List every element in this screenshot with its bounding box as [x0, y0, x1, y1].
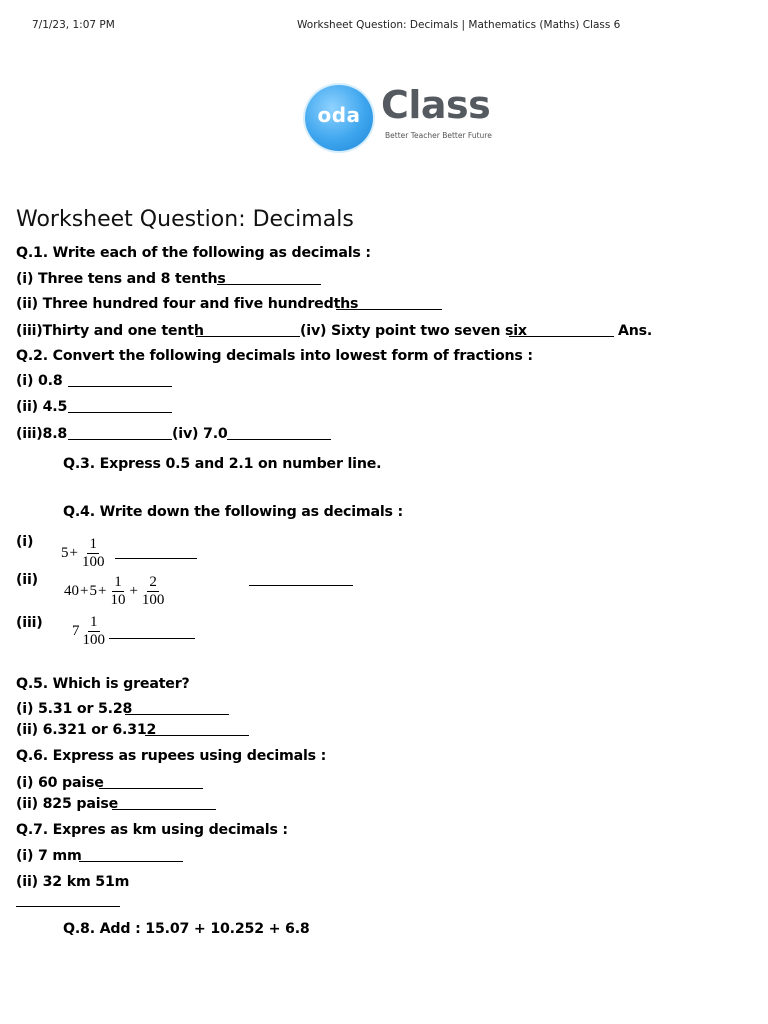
- q4-i-numerator: 1: [89, 536, 97, 552]
- print-timestamp: 7/1/23, 1:07 PM: [32, 19, 115, 31]
- logo-circle-text: oda: [317, 103, 361, 127]
- q4-iii-numerator: 1: [90, 614, 98, 630]
- q4-ii-plus3: +: [129, 583, 138, 599]
- q7-i-text: (i) 7 mm: [16, 848, 82, 864]
- q5-i-answer-line: [125, 714, 229, 715]
- q4-ii-numerator-2: 2: [149, 574, 157, 590]
- print-page-title: Worksheet Question: Decimals | Mathematics (Maths) Class 6: [297, 19, 621, 31]
- q2-ii-text: (ii) 4.5: [16, 399, 68, 415]
- logo-tagline: Better Teacher Better Future: [385, 131, 492, 140]
- q4-iii-whole: 7: [72, 623, 80, 639]
- q4-i-answer-line: [115, 558, 197, 559]
- q4-ii-numerator-1: 1: [114, 574, 122, 590]
- q1-iv-text: (iv) Sixty point two seven six: [300, 323, 527, 339]
- q2-i-answer-line: [68, 386, 172, 387]
- q4-i-plus: +: [69, 545, 78, 561]
- q4-i-label: (i): [16, 534, 34, 550]
- q4-ii-b: 5: [89, 583, 97, 599]
- worksheet-title: Worksheet Question: Decimals: [16, 207, 354, 232]
- q4-iii-fraction: [81, 614, 108, 649]
- q2-iv-answer-line: [227, 439, 331, 440]
- q4-i-whole: 5: [61, 545, 69, 561]
- q2-iii-text: (iii)8.8: [16, 426, 68, 442]
- q4-ii-denominator-2: 100: [141, 592, 165, 608]
- q3-heading: Q.3. Express 0.5 and 2.1 on number line.: [63, 456, 382, 472]
- q1-ii-text: (ii) Three hundred four and five hundredths: [16, 296, 359, 312]
- q6-i-answer-line: [99, 788, 203, 789]
- q4-i-expression: [61, 536, 107, 571]
- q8-heading: Q.8. Add : 15.07 + 10.252 + 6.8: [63, 921, 310, 937]
- q4-ii-answer-line: [249, 585, 353, 586]
- q4-iii-answer-line: [109, 638, 195, 639]
- q4-ii-fraction-2: [140, 574, 167, 609]
- q2-iii-answer-line: [68, 439, 172, 440]
- q1-iii-answer-line: [196, 336, 300, 337]
- q5-heading: Q.5. Which is greater?: [16, 676, 190, 692]
- q5-ii-answer-line: [145, 735, 249, 736]
- q4-ii-a: 40: [64, 583, 79, 599]
- q4-ii-denominator-1: 10: [110, 592, 126, 608]
- q4-iii-expression: [72, 614, 108, 649]
- q2-i-text: (i) 0.8: [16, 373, 63, 389]
- q2-heading: Q.2. Convert the following decimals into lowest form of fractions :: [16, 348, 533, 364]
- q2-ii-answer-line: [68, 412, 172, 413]
- q5-ii-text: (ii) 6.321 or 6.312: [16, 722, 157, 738]
- q7-heading: Q.7. Expres as km using decimals :: [16, 822, 288, 838]
- q4-iii-label: (iii): [16, 615, 43, 631]
- q4-iii-denominator: 100: [82, 632, 105, 648]
- q4-i-fraction: [80, 536, 107, 571]
- q7-ii-text: (ii) 32 km 51m: [16, 874, 130, 890]
- q4-heading: Q.4. Write down the following as decimals :: [63, 504, 403, 520]
- q4-ii-plus2: +: [97, 583, 107, 599]
- q1-i-text: (i) Three tens and 8 tenths: [16, 271, 226, 287]
- q4-ii-fraction-1: [108, 574, 127, 609]
- q5-i-text: (i) 5.31 or 5.28: [16, 701, 133, 717]
- edurev-logo: [305, 85, 505, 151]
- q1-ans-label: Ans.: [618, 323, 653, 339]
- q1-heading: Q.1. Write each of the following as decimals :: [16, 245, 371, 261]
- q2-iv-text: (iv) 7.0: [172, 426, 228, 442]
- q4-ii-label: (ii): [16, 572, 38, 588]
- logo-brand-text: Class: [381, 83, 491, 127]
- q1-iv-answer-line: [509, 336, 614, 337]
- q1-i-answer-line: [217, 284, 321, 285]
- q7-i-answer-line: [79, 861, 183, 862]
- q1-ii-answer-line: [336, 309, 442, 310]
- q7-ii-answer-line: [16, 906, 120, 907]
- q6-ii-text: (ii) 825 paise: [16, 796, 119, 812]
- q6-i-text: (i) 60 paise: [16, 775, 104, 791]
- q4-ii-expression: [64, 574, 167, 609]
- q6-heading: Q.6. Express as rupees using decimals :: [16, 748, 327, 764]
- q4-i-denominator: 100: [81, 554, 105, 570]
- q4-ii-plus1: +: [80, 583, 89, 599]
- q6-ii-answer-line: [112, 809, 216, 810]
- q1-iii-text: (iii)Thirty and one tenth: [16, 323, 204, 339]
